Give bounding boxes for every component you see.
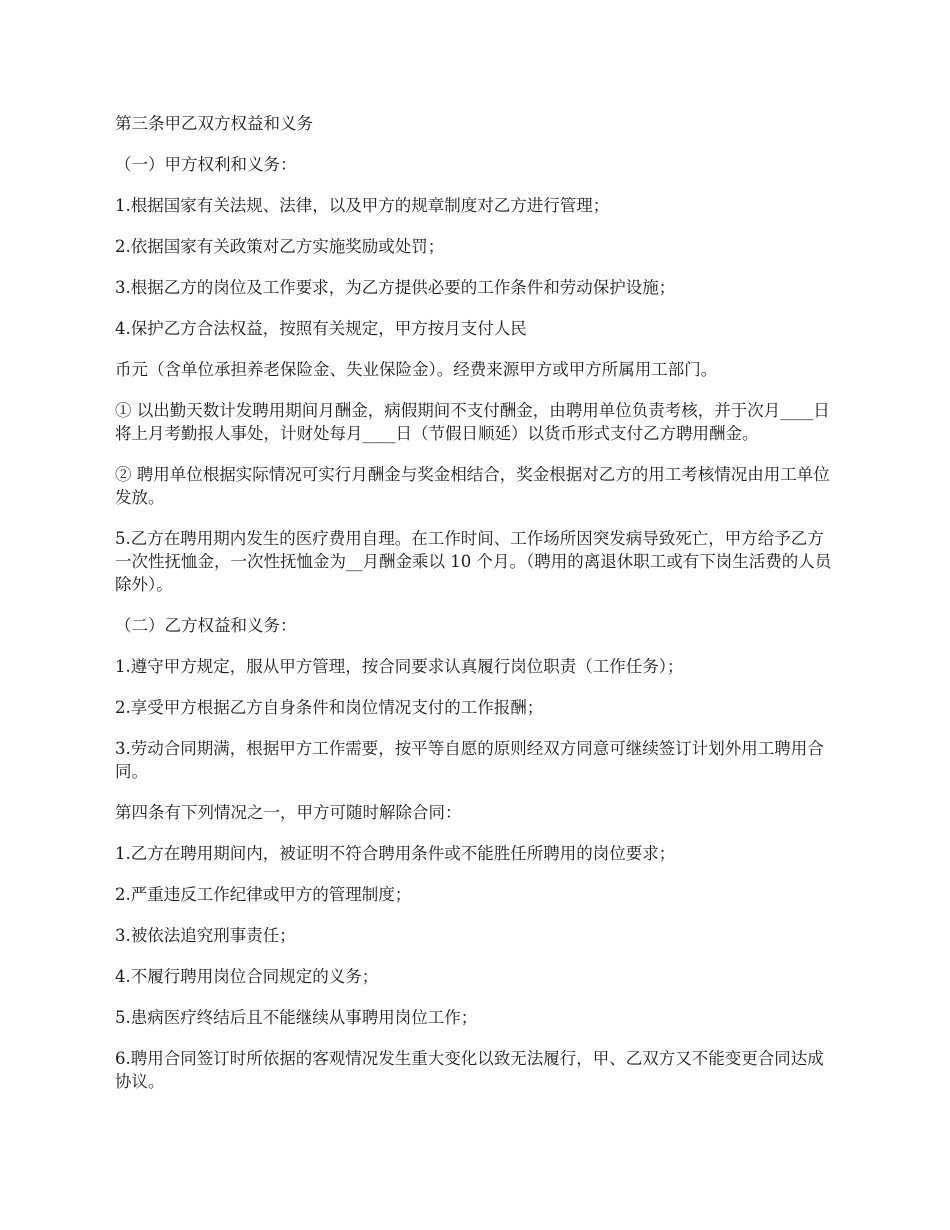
article-4-clause-2: 2.严重违反工作纪律或甲方的管理制度； <box>115 885 412 904</box>
party-a-clause-4: 4.保护乙方合法权益，按照有关规定，甲方按月支付人民 <box>115 319 527 338</box>
article-4-clause-5: 5.患病医疗终结后且不能继续从事聘用岗位工作； <box>115 1008 478 1027</box>
article-4-clause-1: 1.乙方在聘用期间内，被证明不符合聘用条件或不能胜任所聘用的岗位要求； <box>115 844 676 863</box>
party-a-clause-4-item-1: ① 以出勤天数计发聘用期间月酬金，病假期间不支付酬金，由聘用单位负责考核，并于次月____日将上月考勤报人事处，计财处每月____日（节假日顺延）以货币形式支付乙方聘用酬金。 <box>115 401 830 443</box>
document-body <box>115 112 840 1111</box>
article-4-clause-6: 6.聘用合同签订时所依据的客观情况发生重大变化以致无法履行，甲、乙双方又不能变更合同达成协议。 <box>115 1049 824 1091</box>
party-a-section-heading: （一）甲方权利和义务： <box>115 155 297 174</box>
party-b-clause-3: 3.劳动合同期满，根据甲方工作需要，按平等自愿的原则经双方同意可继续签订计划外用工聘用合同。 <box>115 739 824 781</box>
party-a-clause-4-item-2: ② 聘用单位根据实际情况可实行月酬金与奖金相结合，奖金根据对乙方的用工考核情况由用工单位发放。 <box>115 465 830 507</box>
article-4-heading: 第四条有下列情况之一，甲方可随时解除合同： <box>115 803 462 822</box>
article-3-heading: 第三条甲乙双方权益和义务 <box>115 114 313 133</box>
party-a-clause-1: 1.根据国家有关法规、法律，以及甲方的规章制度对乙方进行管理； <box>115 196 610 215</box>
party-b-clause-1: 1.遵守甲方规定，服从甲方管理，按合同要求认真履行岗位职责（工作任务）； <box>115 657 684 676</box>
party-b-section-heading: （二）乙方权益和义务： <box>115 616 297 635</box>
party-b-clause-2: 2.享受甲方根据乙方自身条件和岗位情况支付的工作报酬； <box>115 698 544 717</box>
party-a-clause-3: 3.根据乙方的岗位及工作要求，为乙方提供必要的工作条件和劳动保护设施； <box>115 278 676 297</box>
party-a-clause-4-continued: 币元（含单位承担养老保险金、失业保险金）。经费来源甲方或甲方所属用工部门。 <box>115 360 718 379</box>
article-4-clause-4: 4.不履行聘用岗位合同规定的义务； <box>115 967 379 986</box>
article-4-clause-3: 3.被依法追究刑事责任； <box>115 926 296 945</box>
party-a-clause-5: 5.乙方在聘用期内发生的医疗费用自理。在工作时间、工作场所因突发病导致死亡，甲方给予乙方一次性抚恤金，一次性抚恤金为__月酬金乘以 10 个月。（聘用的离退休职工或有下岗生活费的人员除外）。 <box>115 529 832 594</box>
party-a-clause-2: 2.依据国家有关政策对乙方实施奖励或处罚； <box>115 237 445 256</box>
